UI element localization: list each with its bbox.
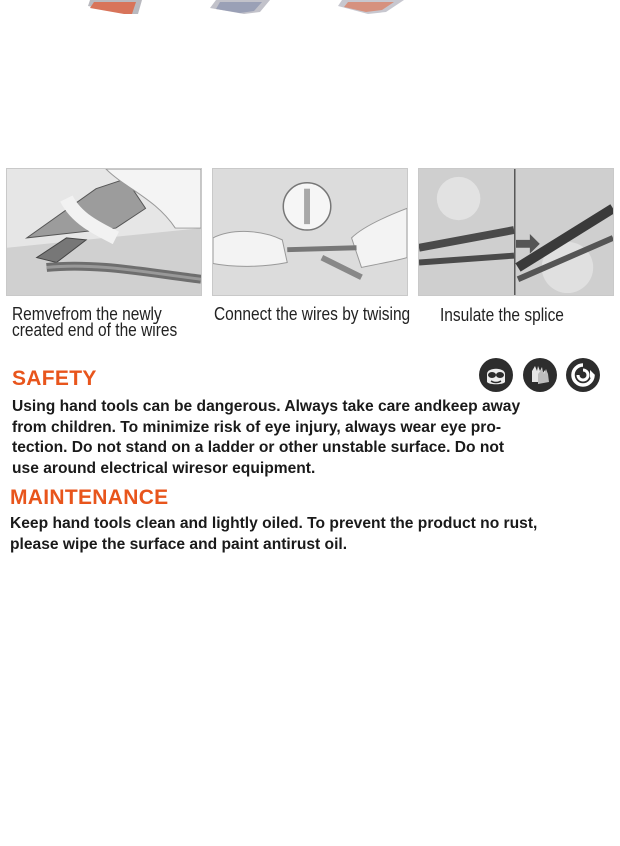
tool-fragment-2 [210,0,270,14]
step-caption-insulate [440,307,564,323]
safety-gloves-icon [523,358,557,392]
caption-line: created end of the wires [12,320,178,340]
caption-line: Remvefrom the newly [12,304,162,324]
step-caption-connect [214,306,410,322]
caption-line: Connect the wires by twising [214,304,411,324]
tool-fragment-3 [338,0,404,14]
maintenance-heading: MAINTENANCE [10,486,169,509]
caption-line: Insulate the splice [440,305,564,325]
pliers-cutting-wire-image [6,168,202,296]
safety-goggles-icon [479,358,513,392]
recycle-icon [566,358,600,392]
safety-line: Using hand tools can be dangerous. Always take care andkeep away [12,398,521,415]
tool-fragment-1 [86,0,142,14]
safety-line: tection. Do not stand on a ladder or other unstable surface. Do not [12,439,505,457]
step-caption-remove [12,306,177,338]
maintenance-line: please wipe the surface and paint antirust oil. [10,535,348,553]
safety-heading: SAFETY [12,367,97,390]
safety-line: use around electrical wiresor equipment. [12,459,316,477]
safety-line: from children. To minimize risk of eye injury, always wear eye pro- [12,418,502,436]
twisting-wires-image [212,168,408,296]
maintenance-line: Keep hand tools clean and lightly oiled. To prevent the product no rust, [10,515,538,532]
safety-text [12,397,520,479]
insulating-splice-image [418,168,614,296]
maintenance-text [10,514,537,555]
